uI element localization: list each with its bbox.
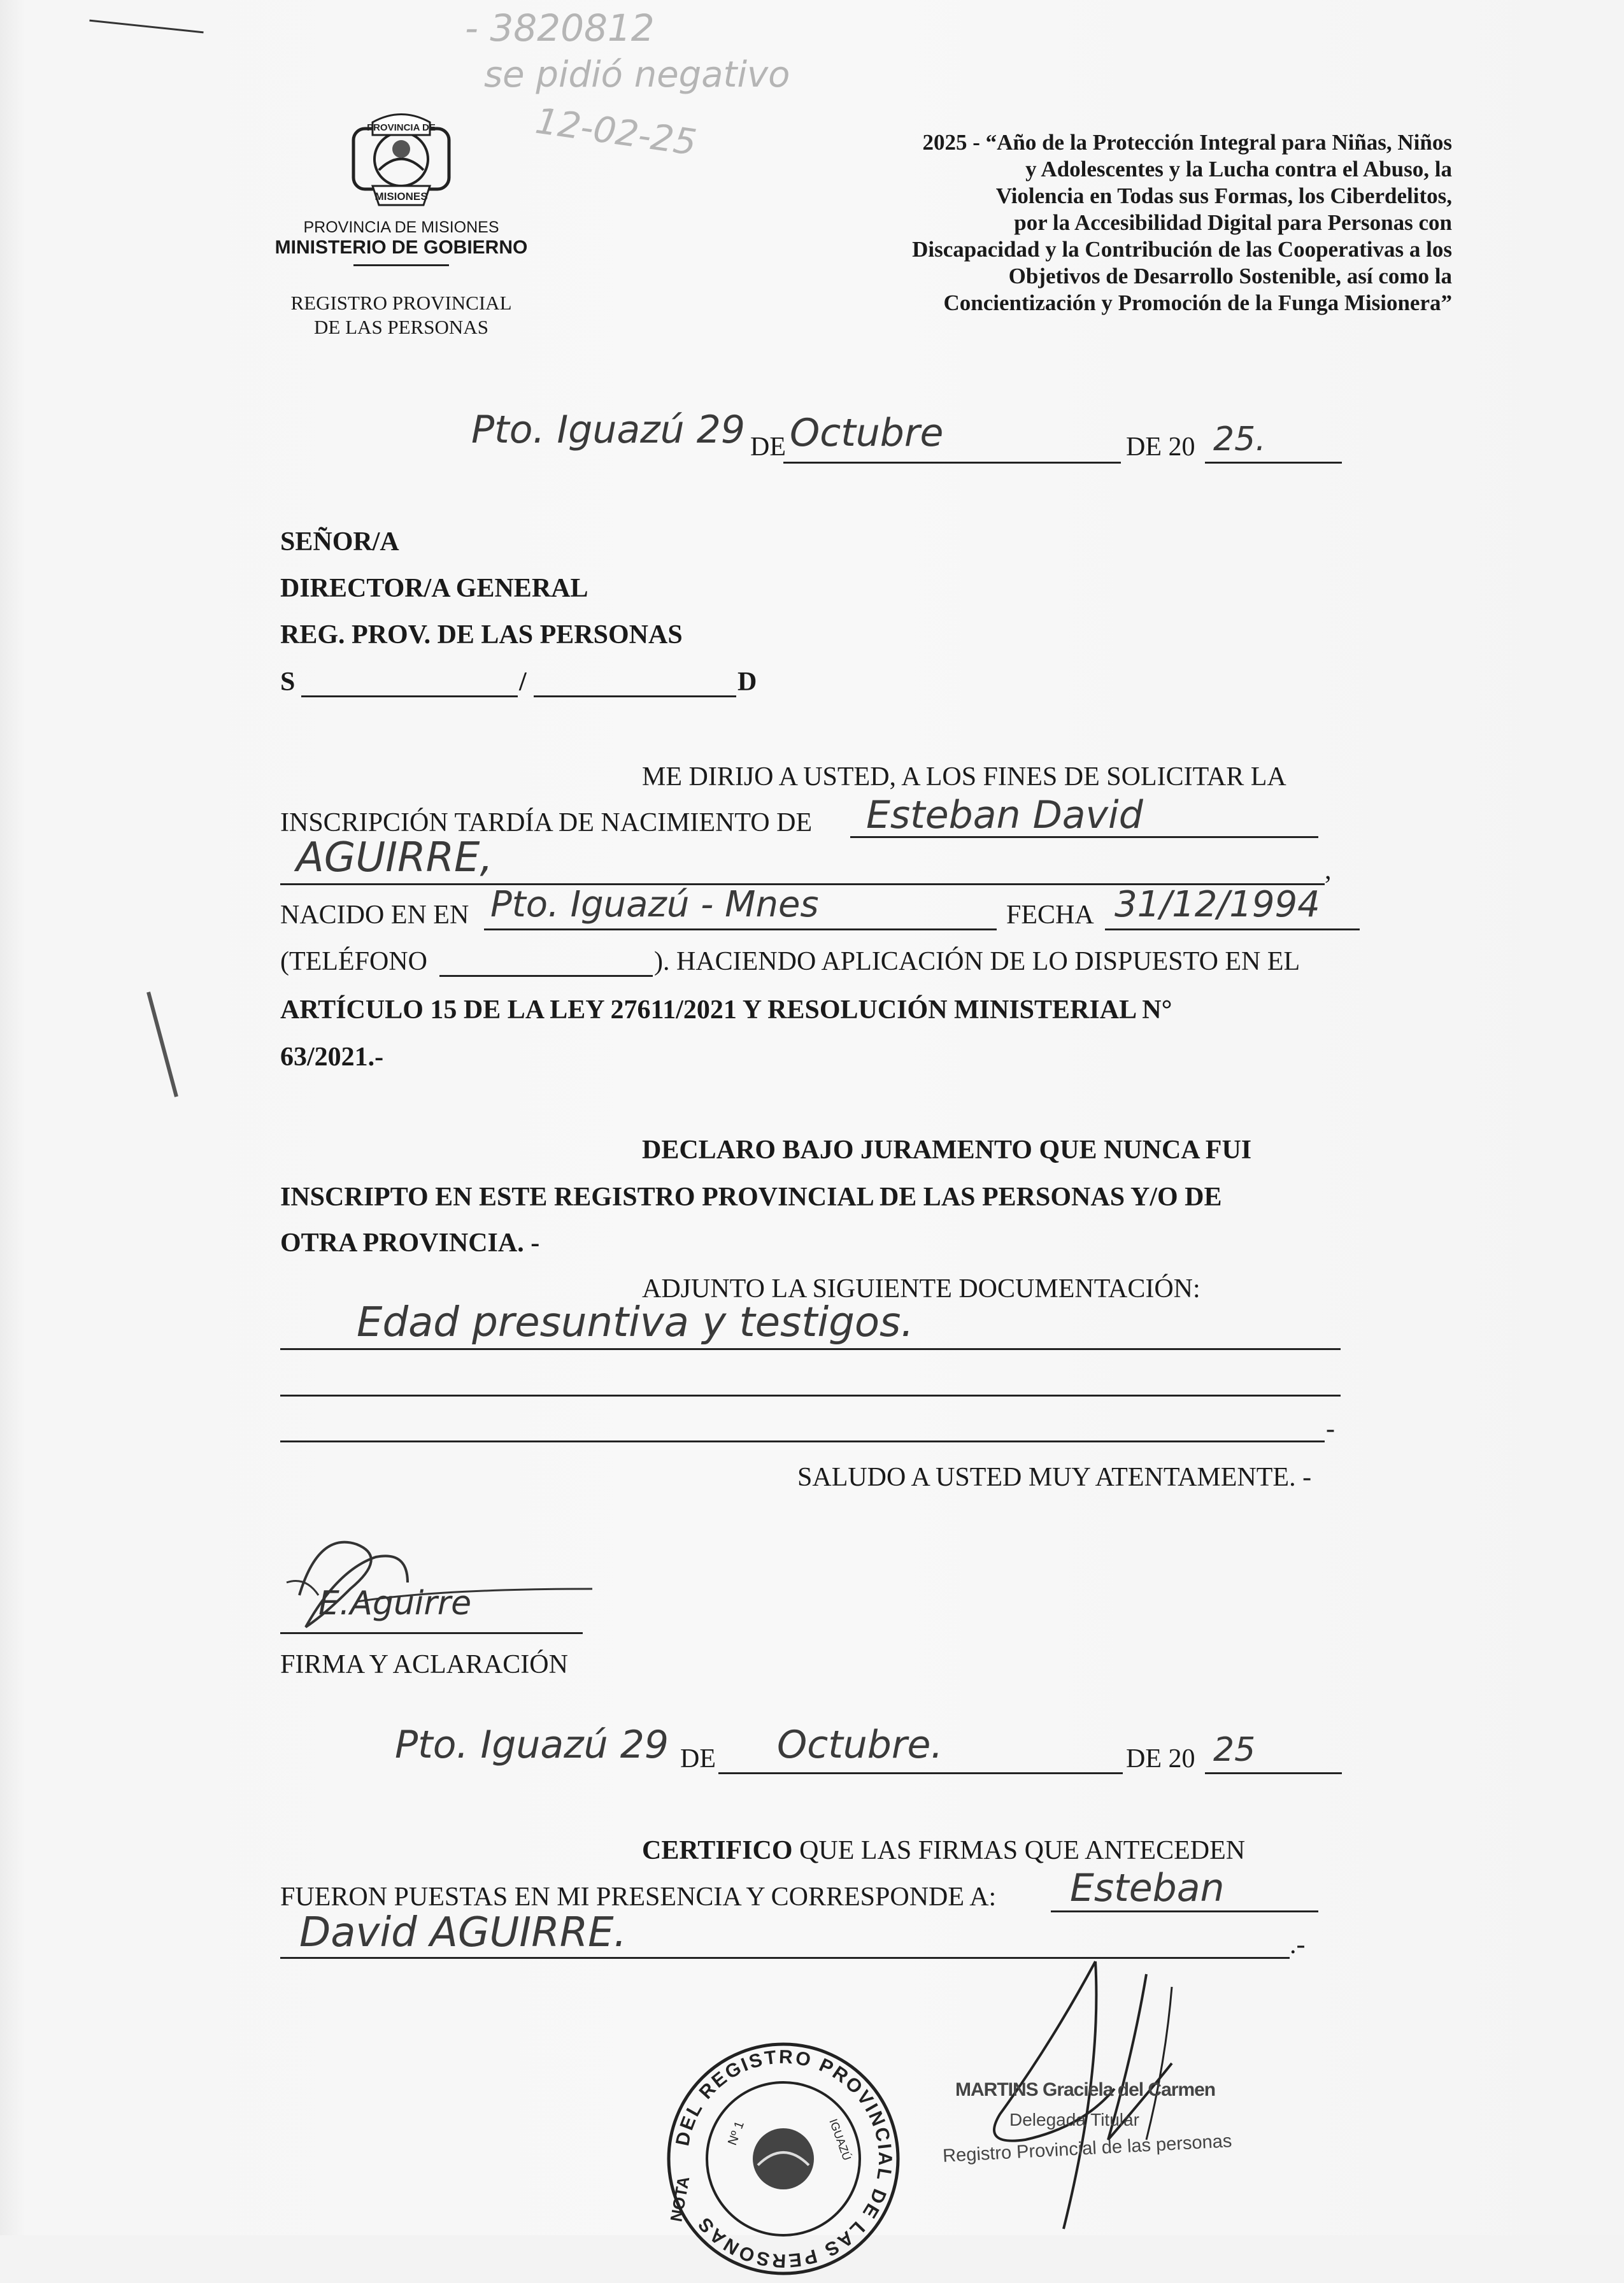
article-line-1: ARTÍCULO 15 DE LA LEY 27611/2021 Y RESOLUCIÓN MINISTERIAL N° [280, 995, 1172, 1025]
applicant-signature [280, 1519, 611, 1640]
date2-month-handwritten: Octubre. [777, 1723, 943, 1767]
certify-name-line-1 [1051, 1910, 1318, 1912]
motto-line: 2025 - “Año de la Protección Integral para Niñas, Niños [922, 130, 1452, 155]
declare-line-3: OTRA PROVINCIA. - [280, 1228, 540, 1258]
article-line-2: 63/2021.- [280, 1042, 384, 1072]
certify-line-1-rest: QUE LAS FIRMAS QUE ANTECEDEN [792, 1836, 1246, 1865]
attach-dash: - [1326, 1414, 1335, 1444]
year-motto [675, 129, 1452, 316]
applicant-surname-handwritten: AGUIRRE, [296, 834, 493, 881]
phone-label: (TELÉFONO [280, 947, 427, 976]
born-place-line [484, 928, 997, 930]
addressee-line-3: REG. PROV. DE LAS PERSONAS [280, 620, 683, 650]
addressee-d: D [737, 667, 757, 697]
addressee-line-2: DIRECTOR/A GENERAL [280, 574, 588, 603]
official-role: Delegada Titular [1009, 2110, 1139, 2130]
stamp-inner-left: Nº 1 [725, 2119, 747, 2147]
signature-line [280, 1632, 583, 1634]
closing-line: SALUDO A USTED MUY ATENTAMENTE. - [797, 1463, 1312, 1492]
attach-label: ADJUNTO LA SIGUIENTE DOCUMENTACIÓN: [642, 1274, 1200, 1304]
motto-line: Concientización y Promoción de la Funga Misionera” [943, 290, 1452, 315]
official-name: MARTINS Graciela del Carmen [955, 2079, 1216, 2100]
logo-text-top: PROVINCIA DE [367, 122, 436, 133]
registry-round-stamp [662, 2038, 904, 2272]
date2-month-line [718, 1772, 1123, 1774]
declare-line-2: INSCRIPTO EN ESTE REGISTRO PROVINCIAL DE LAS PERSONAS Y/O DE [280, 1183, 1222, 1212]
signature-label: FIRMA Y ACLARACIÓN [280, 1650, 568, 1679]
certify-line-2: FUERON PUESTAS EN MI PRESENCIA Y CORRESPONDE A: [280, 1882, 997, 1912]
signature-text: E.Aguirre [318, 1584, 472, 1623]
attach-line-3 [280, 1440, 1325, 1442]
motto-line: Objetivos de Desarrollo Sostenible, así como la [1008, 264, 1452, 288]
addressee-slash: / [519, 667, 527, 697]
date1-place-handwritten: Pto. Iguazú 29 [471, 408, 746, 452]
date1-year-line [1205, 462, 1342, 464]
request-line-2: INSCRIPCIÓN TARDÍA DE NACIMIENTO DE [280, 808, 813, 837]
phone-line [439, 975, 653, 977]
name-line-comma: , [1325, 856, 1332, 885]
birth-date-label: FECHA [1006, 900, 1094, 930]
addressee-s: S [280, 667, 296, 697]
date2-place-handwritten: Pto. Iguazú 29 [395, 1723, 669, 1767]
registry-line-1: REGISTRO PROVINCIAL [290, 292, 512, 314]
certify-end: .- [1290, 1930, 1306, 1959]
date2-year-line [1205, 1772, 1342, 1774]
declare-line-1: DECLARO BAJO JURAMENTO QUE NUNCA FUI [642, 1135, 1252, 1165]
phone-rest: ). HACIENDO APLICACIÓN DE LO DISPUESTO EN EL [654, 947, 1300, 976]
top-note-annotation: se pidió negativo [484, 54, 790, 96]
province-name: PROVINCIA DE MISIONES [303, 218, 499, 236]
ministry-name: MINISTERIO DE GOBIERNO [274, 237, 528, 258]
official-office: Registro Provincial de las personas [942, 2131, 1233, 2166]
date2-year-label: DE 20 [1126, 1744, 1195, 1774]
stamp-ring-text: DEL REGISTRO PROVINCIAL DE LAS PERSONAS [672, 2046, 896, 2272]
date2-year-handwritten: 25 [1213, 1731, 1256, 1769]
birth-date-handwritten: 31/12/1994 [1115, 884, 1320, 925]
addressee-line-1: SEÑOR/A [280, 527, 399, 557]
stamp-inner-right: IGUAZÚ [827, 2117, 854, 2163]
province-shield-logo [347, 110, 455, 211]
date1-de-label: DE [750, 432, 786, 462]
date1-year-label: DE 20 [1126, 432, 1195, 462]
certify-line-1 [642, 1835, 1245, 1866]
motto-line: y Adolescentes y la Lucha contra el Abuso, la [1025, 157, 1452, 181]
date1-month-line [783, 462, 1121, 464]
attach-value-handwritten: Edad presuntiva y testigos. [357, 1299, 914, 1346]
motto-line: Discapacidad y la Contribución de las Cooperativas a los [912, 237, 1452, 262]
certify-surname-handwritten: David AGUIRRE. [299, 1909, 627, 1956]
logo-text-bottom: MISIONES [374, 190, 428, 203]
birth-date-line [1105, 928, 1360, 930]
stamp-left-text: NOTA [666, 2175, 694, 2224]
date1-month-handwritten: Octubre [790, 411, 944, 455]
born-place-handwritten: Pto. Iguazú - Mnes [490, 884, 819, 925]
born-label: NACIDO EN EN [280, 900, 469, 930]
request-line-1: ME DIRIJO A USTED, A LOS FINES DE SOLICITAR LA [642, 762, 1286, 792]
attach-line-2 [280, 1395, 1341, 1397]
top-number-annotation: - 3820812 [465, 6, 655, 50]
certify-name-handwritten: Esteban [1070, 1866, 1225, 1910]
staple-mark [146, 992, 178, 1097]
date2-de-label: DE [680, 1744, 716, 1774]
ministry-divider [353, 264, 449, 266]
registry-line-2: DE LAS PERSONAS [314, 316, 488, 338]
top-date-annotation: 12-02-25 [532, 100, 699, 164]
addressee-line-a [301, 695, 518, 697]
date1-year-handwritten: 25. [1213, 420, 1266, 459]
addressee-line-b [534, 695, 736, 697]
motto-line: por la Accesibilidad Digital para Personas con [1014, 210, 1452, 235]
corner-mark [89, 20, 203, 34]
motto-line: Violencia en Todas sus Formas, los Ciberdelitos, [995, 183, 1452, 208]
attach-line-1 [280, 1348, 1341, 1350]
applicant-name-handwritten: Esteban David [866, 793, 1143, 837]
certify-bold: CERTIFICO [642, 1836, 793, 1865]
